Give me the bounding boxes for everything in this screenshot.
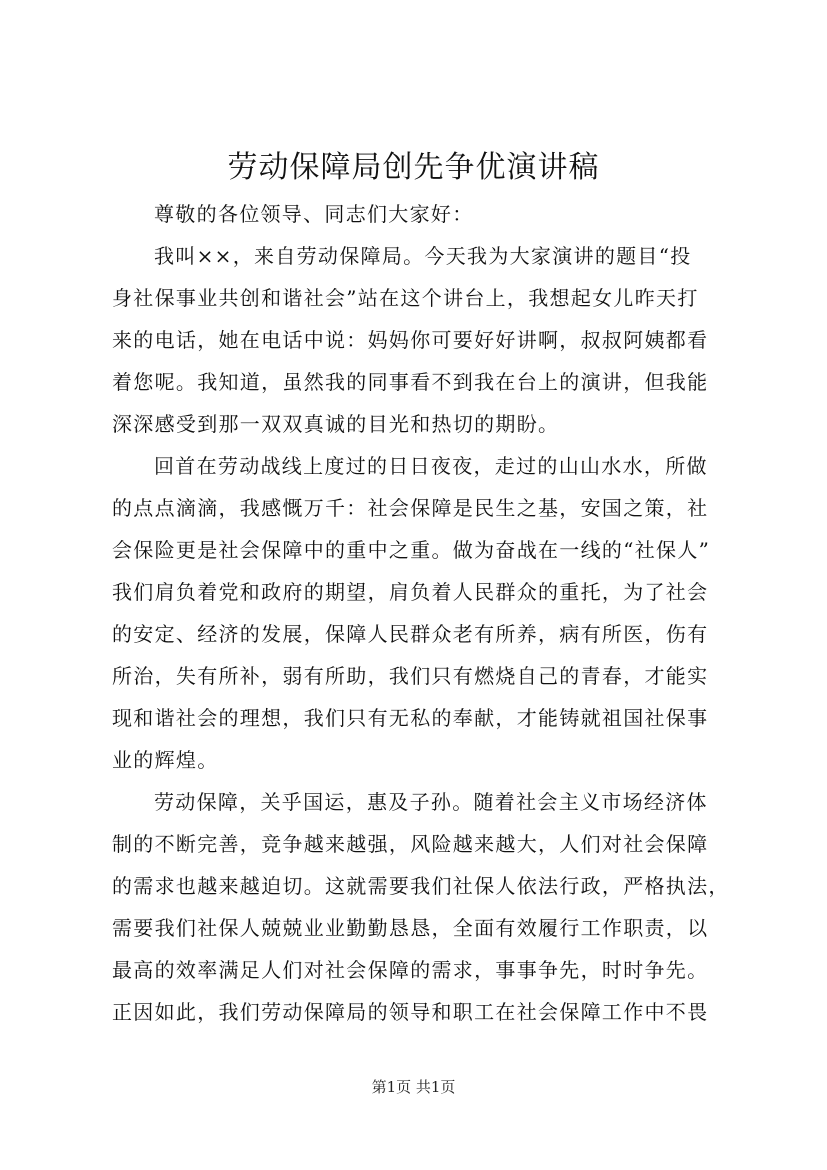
text-line: 着您呢。我知道，虽然我的同事看不到我在台上的演讲，但我能 <box>112 370 709 394</box>
text-line: 业的辉煌。 <box>112 748 219 772</box>
page-footer: 第1页 共1页 <box>371 1078 456 1096</box>
text-line: 尊敬的各位领导、同志们大家好： <box>154 202 474 226</box>
text-line: 现和谐社会的理想，我们只有无私的奉献，才能铸就祖国社保事 <box>112 706 709 730</box>
text-line: 的需求也越来越迫切。这就需要我们社保人依法行政，严格执法， <box>112 874 730 898</box>
text-line: 我们肩负着党和政府的期望，肩负着人民群众的重托，为了社会 <box>112 580 709 604</box>
text-line: 来的电话，她在电话中说：妈妈你可要好好讲啊，叔叔阿姨都看 <box>112 328 709 352</box>
text-line: 正因如此，我们劳动保障局的领导和职工在社会保障工作中不畏 <box>112 1000 709 1024</box>
text-line: 身社保事业共创和谐社会”站在这个讲台上，我想起女儿昨天打 <box>112 286 699 310</box>
text-line: 的安定、经济的发展，保障人民群众老有所养，病有所医，伤有 <box>112 622 709 646</box>
text-line: 我叫××，来自劳动保障局。今天我为大家演讲的题目“投 <box>154 244 692 268</box>
text-line: 劳动保障，关乎国运，惠及子孙。随着社会主义市场经济体 <box>154 790 708 814</box>
text-line: 回首在劳动战线上度过的日日夜夜，走过的山山水水，所做 <box>154 454 708 478</box>
document-title: 劳动保障局创先争优演讲稿 <box>227 150 600 185</box>
text-line: 需要我们社保人兢兢业业勤勤恳恳，全面有效履行工作职责，以 <box>112 916 709 940</box>
text-line: 深深感受到那一双双真诚的目光和热切的期盼。 <box>112 412 560 436</box>
text-line: 的点点滴滴，我感慨万千：社会保障是民生之基，安国之策，社 <box>112 496 709 520</box>
text-line: 最高的效率满足人们对社会保障的需求，事事争先，时时争先。 <box>112 958 709 982</box>
text-line: 所治，失有所补，弱有所助，我们只有燃烧自己的青春，才能实 <box>112 664 709 688</box>
text-line: 会保险更是社会保障中的重中之重。做为奋战在一线的“社保人” <box>112 538 711 562</box>
text-line: 制的不断完善，竞争越来越强，风险越来越大，人们对社会保障 <box>112 832 709 856</box>
